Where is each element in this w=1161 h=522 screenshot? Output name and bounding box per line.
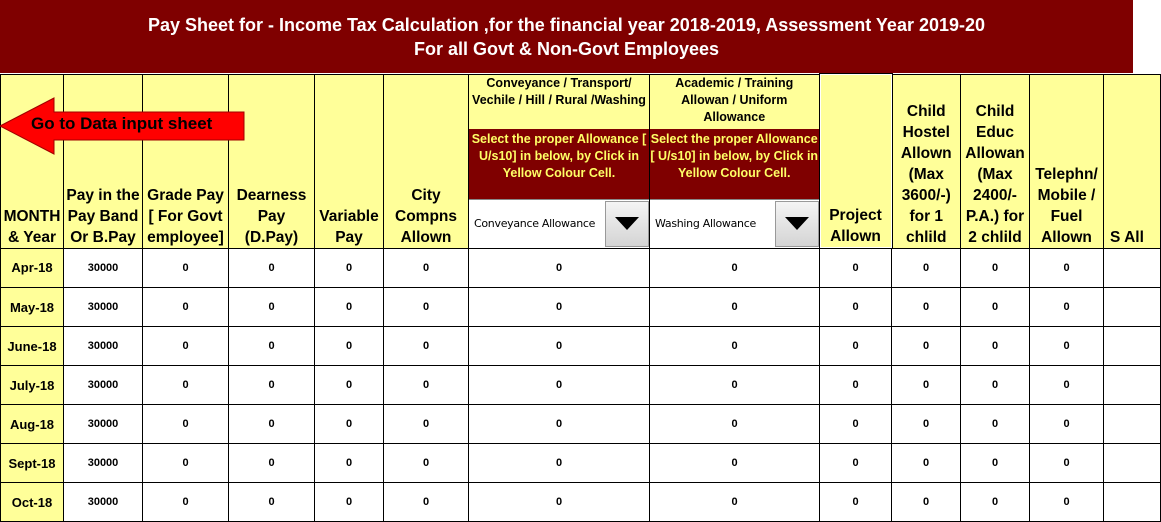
value-cell[interactable] <box>1104 483 1161 522</box>
title-line-1: Pay Sheet for - Income Tax Calculation ,for the financial year 2018-2019, Assessment Year 2019-20 <box>147 15 986 35</box>
value-cell[interactable]: 0 <box>315 327 384 366</box>
value-cell[interactable]: 0 <box>384 327 469 366</box>
header-conveyance <box>469 74 650 248</box>
value-cell[interactable]: 0 <box>315 248 384 288</box>
caret-down-icon <box>785 217 809 230</box>
value-cell[interactable]: 0 <box>650 288 820 327</box>
table-row <box>1 327 1161 366</box>
value-cell[interactable]: 0 <box>469 327 650 366</box>
month-cell[interactable]: Oct-18 <box>1 483 64 522</box>
value-cell[interactable]: 0 <box>1030 444 1104 483</box>
value-cell[interactable]: 30000 <box>64 366 143 405</box>
value-cell[interactable]: 0 <box>229 444 315 483</box>
value-cell[interactable]: 0 <box>469 444 650 483</box>
value-cell[interactable]: 0 <box>384 444 469 483</box>
value-cell[interactable]: 0 <box>961 444 1030 483</box>
academic-instruction: Select the proper Allowance [ U/s10] in below, by Click in Yellow Colour Cell. <box>650 129 819 199</box>
value-cell[interactable]: 0 <box>820 405 892 444</box>
table-row <box>1 288 1161 327</box>
value-cell[interactable]: 0 <box>315 405 384 444</box>
value-cell[interactable]: 0 <box>229 483 315 522</box>
value-cell[interactable]: 0 <box>469 288 650 327</box>
value-cell[interactable]: 0 <box>143 248 229 288</box>
value-cell[interactable]: 0 <box>820 366 892 405</box>
value-cell[interactable]: 0 <box>650 444 820 483</box>
value-cell[interactable]: 0 <box>1030 248 1104 288</box>
month-cell[interactable]: Aug-18 <box>1 405 64 444</box>
value-cell[interactable]: 0 <box>820 444 892 483</box>
value-cell[interactable]: 0 <box>650 327 820 366</box>
table-row <box>1 483 1161 522</box>
value-cell[interactable]: 30000 <box>64 483 143 522</box>
header-academic <box>650 74 820 248</box>
value-cell[interactable]: 0 <box>820 288 892 327</box>
value-cell[interactable]: 0 <box>384 405 469 444</box>
header-variable-pay[interactable]: Variable Pay <box>315 74 384 248</box>
value-cell[interactable]: 30000 <box>64 444 143 483</box>
value-cell[interactable] <box>1104 248 1161 288</box>
sheet-title <box>0 0 1133 73</box>
value-cell[interactable]: 0 <box>650 366 820 405</box>
conveyance-instruction: Select the proper Allowance [ U/s10] in below, by Click in Yellow Colour Cell. <box>469 129 649 199</box>
value-cell[interactable]: 0 <box>384 366 469 405</box>
value-cell[interactable]: 0 <box>229 366 315 405</box>
value-cell[interactable]: 0 <box>820 248 892 288</box>
value-cell[interactable]: 0 <box>892 483 961 522</box>
value-cell[interactable]: 0 <box>650 248 820 288</box>
month-cell[interactable]: Sept-18 <box>1 444 64 483</box>
value-cell[interactable]: 0 <box>229 288 315 327</box>
value-cell[interactable]: 0 <box>892 288 961 327</box>
value-cell[interactable]: 0 <box>1030 405 1104 444</box>
table-row <box>1 444 1161 483</box>
value-cell[interactable]: 0 <box>961 248 1030 288</box>
value-cell[interactable] <box>1104 444 1161 483</box>
header-city-allowance[interactable]: City Compns Allown <box>384 74 469 248</box>
value-cell[interactable]: 0 <box>143 483 229 522</box>
value-cell[interactable]: 0 <box>469 366 650 405</box>
value-cell[interactable]: 0 <box>384 248 469 288</box>
value-cell[interactable]: 0 <box>1030 366 1104 405</box>
conveyance-selected: Conveyance Allowance <box>474 217 596 230</box>
value-cell[interactable]: 0 <box>384 288 469 327</box>
value-cell[interactable]: 0 <box>229 248 315 288</box>
header-project-allowance[interactable]: Project Allown <box>820 74 892 248</box>
value-cell[interactable] <box>1104 327 1161 366</box>
conveyance-title: Conveyance / Transport/ Vechile / Hill / Rural /Washing <box>472 75 646 107</box>
value-cell[interactable]: 0 <box>961 327 1030 366</box>
header-pay-band[interactable]: Pay in the Pay Band Or B.Pay <box>64 74 143 248</box>
academic-dropdown[interactable] <box>650 199 819 248</box>
value-cell[interactable]: 0 <box>650 405 820 444</box>
value-cell[interactable]: 0 <box>961 288 1030 327</box>
value-cell[interactable]: 0 <box>143 405 229 444</box>
title-line-2: For all Govt & Non-Govt Employees <box>413 39 720 59</box>
academic-title: Academic / Training Allowan / Uniform Allowance <box>675 75 794 124</box>
value-cell[interactable] <box>1104 288 1161 327</box>
value-cell[interactable]: 0 <box>143 327 229 366</box>
month-cell[interactable]: Apr-18 <box>1 248 64 288</box>
go-to-data-input-button[interactable] <box>0 97 245 155</box>
value-cell[interactable]: 0 <box>229 405 315 444</box>
go-to-data-input-label: Go to Data input sheet <box>31 114 213 133</box>
value-cell[interactable]: 0 <box>892 248 961 288</box>
value-cell[interactable] <box>1104 366 1161 405</box>
value-cell[interactable]: 0 <box>229 327 315 366</box>
header-month[interactable]: MONTH & Year <box>1 74 64 248</box>
value-cell[interactable]: 0 <box>820 327 892 366</box>
conveyance-dropdown[interactable] <box>469 199 649 248</box>
value-cell[interactable]: 0 <box>315 288 384 327</box>
value-cell[interactable]: 0 <box>384 483 469 522</box>
table-row <box>1 248 1161 288</box>
value-cell[interactable]: 0 <box>469 483 650 522</box>
header-grade-pay[interactable]: Grade Pay [ For Govt employee] <box>143 74 229 248</box>
value-cell[interactable]: 30000 <box>64 327 143 366</box>
value-cell[interactable]: 0 <box>892 366 961 405</box>
value-cell[interactable]: 0 <box>1030 288 1104 327</box>
value-cell[interactable]: 0 <box>961 483 1030 522</box>
value-cell[interactable]: 0 <box>143 444 229 483</box>
value-cell[interactable]: 0 <box>315 483 384 522</box>
value-cell[interactable]: 0 <box>961 366 1030 405</box>
value-cell[interactable]: 0 <box>143 288 229 327</box>
table-row <box>1 405 1161 444</box>
dropdown-button[interactable] <box>775 201 819 247</box>
month-cell[interactable]: July-18 <box>1 366 64 405</box>
value-cell[interactable]: 0 <box>892 327 961 366</box>
value-cell[interactable]: 0 <box>892 444 961 483</box>
value-cell[interactable]: 0 <box>469 248 650 288</box>
month-cell[interactable]: June-18 <box>1 327 64 366</box>
value-cell[interactable]: 30000 <box>64 248 143 288</box>
table-row <box>1 366 1161 405</box>
value-cell[interactable]: 0 <box>315 444 384 483</box>
header-education-allowance[interactable]: Child Educ Allowan (Max 2400/- P.A.) for 2 chlild <box>961 74 1030 248</box>
value-cell[interactable]: 0 <box>961 405 1030 444</box>
value-cell[interactable]: 0 <box>1030 483 1104 522</box>
header-partial[interactable]: S All <box>1104 74 1161 248</box>
value-cell[interactable]: 0 <box>315 366 384 405</box>
caret-down-icon <box>615 217 639 230</box>
dropdown-button[interactable] <box>605 201 649 247</box>
value-cell[interactable]: 0 <box>650 483 820 522</box>
academic-selected: Washing Allowance <box>655 217 756 230</box>
value-cell[interactable]: 0 <box>892 405 961 444</box>
header-hostel-allowance[interactable]: Child Hostel Allown (Max 3600/-) for 1 chlild <box>892 74 961 248</box>
header-telephone-allowance[interactable]: Telephn/ Mobile / Fuel Allown <box>1030 74 1104 248</box>
value-cell[interactable]: 0 <box>143 366 229 405</box>
value-cell[interactable]: 0 <box>469 405 650 444</box>
value-cell[interactable]: 0 <box>1030 327 1104 366</box>
value-cell[interactable]: 30000 <box>64 288 143 327</box>
header-dearness-pay[interactable]: Dearness Pay (D.Pay) <box>229 74 315 248</box>
value-cell[interactable]: 30000 <box>64 405 143 444</box>
month-cell[interactable]: May-18 <box>1 288 64 327</box>
value-cell[interactable] <box>1104 405 1161 444</box>
value-cell[interactable]: 0 <box>820 483 892 522</box>
